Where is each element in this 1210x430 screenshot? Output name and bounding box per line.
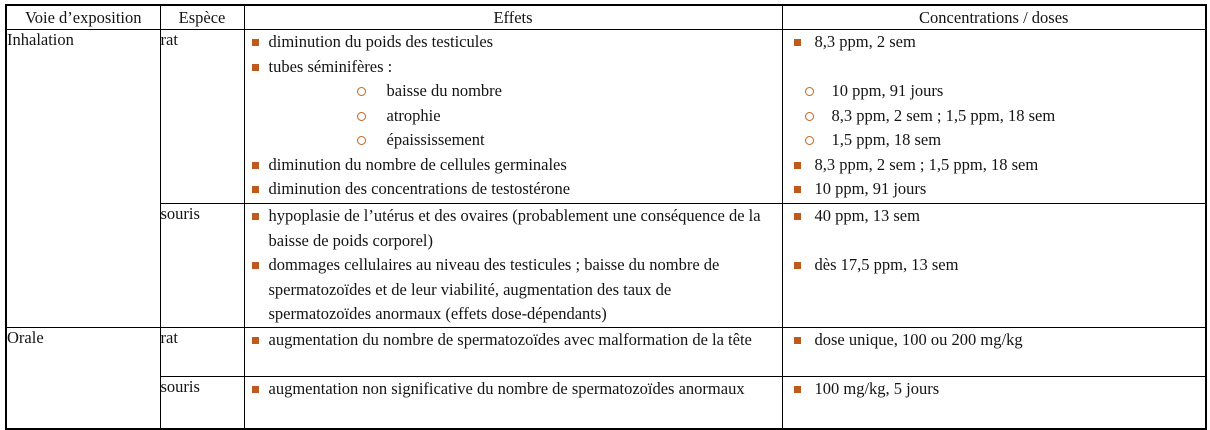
effect-text: atrophie xyxy=(386,105,441,125)
effect-text: tubes séminifères : xyxy=(268,56,393,76)
effect-text: baisse du nombre xyxy=(386,81,502,100)
dose-blank-line xyxy=(783,55,1206,80)
square-bullet-icon xyxy=(252,337,259,344)
circle-bullet-icon xyxy=(357,136,366,145)
effect-subitem xyxy=(245,104,782,129)
dose-text: dose unique, 100 ou 200 mg/kg xyxy=(814,329,1023,349)
header-effets: Effets xyxy=(244,5,782,30)
dose-text: 10 ppm, 91 jours xyxy=(814,179,927,198)
dose-text: 40 ppm, 13 sem xyxy=(814,206,920,225)
doses-cell xyxy=(782,327,1206,376)
route-cell-orale: Orale xyxy=(6,327,160,429)
species-cell-souris: souris xyxy=(160,376,244,429)
dose-item xyxy=(783,153,1206,178)
effect-item xyxy=(245,328,782,353)
dose-item xyxy=(783,253,1206,278)
dose-subitem xyxy=(783,79,1206,104)
dose-subitem xyxy=(783,104,1206,129)
square-bullet-icon xyxy=(794,186,801,193)
table-row xyxy=(6,327,1206,376)
doses-cell xyxy=(782,30,1206,204)
dose-subitem xyxy=(783,128,1206,153)
effect-item xyxy=(245,177,782,202)
effect-item xyxy=(245,204,782,253)
square-bullet-icon xyxy=(794,262,801,269)
square-bullet-icon xyxy=(794,386,801,393)
species-cell-souris: souris xyxy=(160,204,244,328)
header-espece: Espèce xyxy=(160,5,244,30)
dose-item xyxy=(783,30,1206,55)
dose-item xyxy=(783,377,1206,402)
effects-cell xyxy=(244,376,782,429)
dose-text: dès 17,5 ppm, 13 sem xyxy=(814,255,959,274)
effect-text: augmentation du nombre de spermatozoïdes avec malformation de la tête xyxy=(268,329,752,349)
dose-item xyxy=(783,177,1206,202)
header-concentrations-doses: Concentrations / doses xyxy=(782,5,1206,30)
circle-bullet-icon xyxy=(805,112,814,121)
effect-text: hypoplasie de l’utérus et des ovaires (probablement une conséquence de la baisse de poids corporel) xyxy=(268,206,761,250)
effect-text: épaississement xyxy=(386,130,485,149)
route-cell-inhalation: Inhalation xyxy=(6,30,160,328)
table-header-row xyxy=(6,5,1206,30)
effect-text: dommages cellulaires au niveau des testicules ; baisse du nombre de spermatozoïdes et de leur viabilité, augmentation des taux de spermatozoïdes anormaux (effets dose-dépendants) xyxy=(268,255,720,323)
circle-bullet-icon xyxy=(805,87,814,96)
exposure-effects-table xyxy=(5,4,1207,430)
square-bullet-icon xyxy=(794,213,801,220)
square-bullet-icon xyxy=(252,186,259,193)
square-bullet-icon xyxy=(252,162,259,169)
square-bullet-icon xyxy=(794,337,801,344)
dose-text: 1,5 ppm, 18 sem xyxy=(831,130,942,149)
effect-text: diminution du nombre de cellules germinales xyxy=(268,154,567,174)
square-bullet-icon xyxy=(252,39,259,46)
effect-item xyxy=(245,377,782,402)
effect-item xyxy=(245,153,782,178)
dose-item xyxy=(783,328,1206,353)
dose-text: 100 mg/kg, 5 jours xyxy=(814,378,940,398)
square-bullet-icon xyxy=(252,64,259,71)
dose-item xyxy=(783,204,1206,229)
effect-item xyxy=(245,55,782,80)
dose-blank-line xyxy=(783,229,1206,254)
species-cell-rat: rat xyxy=(160,30,244,204)
square-bullet-icon xyxy=(794,162,801,169)
effect-subitem xyxy=(245,79,782,104)
effects-cell xyxy=(244,30,782,204)
circle-bullet-icon xyxy=(357,112,366,121)
table-row xyxy=(6,376,1206,429)
dose-text: 8,3 ppm, 2 sem ; 1,5 ppm, 18 sem xyxy=(831,105,1056,125)
square-bullet-icon xyxy=(794,39,801,46)
dose-text: 10 ppm, 91 jours xyxy=(831,81,944,100)
table-row xyxy=(6,30,1206,204)
table-row xyxy=(6,204,1206,328)
effects-cell xyxy=(244,327,782,376)
effect-text: diminution du poids des testicules xyxy=(268,32,494,51)
circle-bullet-icon xyxy=(357,87,366,96)
square-bullet-icon xyxy=(252,386,259,393)
effect-text: augmentation non significative du nombre de spermatozoïdes anormaux xyxy=(268,378,745,398)
doses-cell xyxy=(782,376,1206,429)
square-bullet-icon xyxy=(252,213,259,220)
doses-cell xyxy=(782,204,1206,328)
effect-subitem xyxy=(245,128,782,153)
effects-cell xyxy=(244,204,782,328)
header-voie-exposition: Voie d’exposition xyxy=(6,5,160,30)
circle-bullet-icon xyxy=(805,136,814,145)
square-bullet-icon xyxy=(252,262,259,269)
effect-item xyxy=(245,30,782,55)
effect-item xyxy=(245,253,782,327)
dose-text: 8,3 ppm, 2 sem xyxy=(814,32,916,51)
species-cell-rat: rat xyxy=(160,327,244,376)
dose-text: 8,3 ppm, 2 sem ; 1,5 ppm, 18 sem xyxy=(814,154,1039,174)
effect-text: diminution des concentrations de testostérone xyxy=(268,179,571,198)
